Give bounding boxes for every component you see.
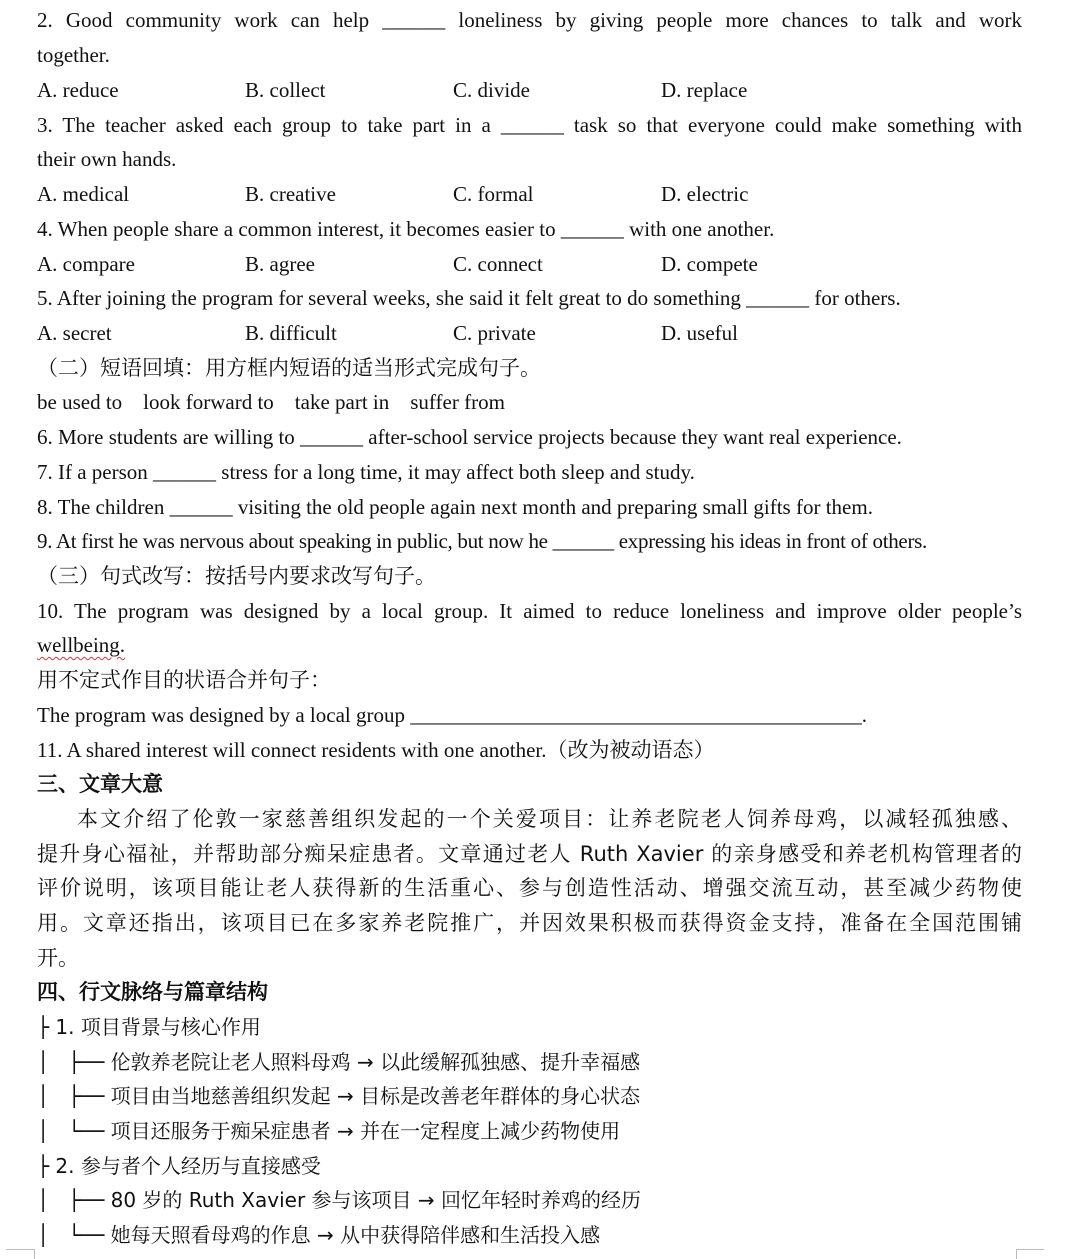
question-2-line-2: together. bbox=[37, 43, 110, 67]
summary-heading: 三、文章大意 bbox=[37, 772, 163, 796]
option-c: C. connect bbox=[453, 252, 543, 276]
question-9: 9. At first he was nervous about speaking in public, but now he ______ expressing his ideas in front of others. bbox=[37, 529, 927, 553]
option-b: B. creative bbox=[245, 182, 336, 206]
phrase-box: be used to look forward to take part in suffer from bbox=[37, 390, 505, 414]
option-a: A. secret bbox=[37, 321, 112, 345]
option-c: C. formal bbox=[453, 182, 534, 206]
option-c: C. divide bbox=[453, 78, 530, 102]
option-a: A. medical bbox=[37, 182, 130, 206]
structure-item-2: ├ 2. 参与者个人经历与直接感受 bbox=[37, 1154, 321, 1178]
option-d: D. compete bbox=[661, 252, 758, 276]
question-6: 6. More students are willing to ______ after-school service projects because they want real experience. bbox=[37, 425, 902, 449]
question-3-line-1: 3. The teacher asked each group to take part in a ______ task so that everyone could make something with bbox=[37, 113, 1022, 137]
structure-heading: 四、行文脉络与篇章结构 bbox=[37, 980, 268, 1004]
summary-line-1: 本文介绍了伦敦一家慈善组织发起的一个关爱项目：让养老院老人饲养母鸡，以减轻孤独感、 bbox=[77, 807, 1022, 831]
page-corner-mark-right bbox=[1016, 1249, 1044, 1250]
question-2-line-1: 2. Good community work can help ______ loneliness by giving people more chances to talk and work bbox=[37, 8, 1022, 32]
page-corner-mark-left-vertical bbox=[34, 1249, 35, 1259]
question-7: 7. If a person ______ stress for a long time, it may affect both sleep and study. bbox=[37, 460, 695, 484]
summary-line-5: 开。 bbox=[37, 946, 79, 970]
question-11: 11. A shared interest will connect residents with one another.（改为被动语态） bbox=[37, 738, 715, 762]
structure-subitem-2-2: │ └── 她每天照看母鸡的作息 → 从中获得陪伴感和生活投入感 bbox=[37, 1223, 601, 1247]
question-10-line-2 bbox=[37, 632, 1022, 658]
summary-line-4: 用。文章还指出，该项目已在多家养老院推广，并因效果积极而获得资金支持，准备在全国范围铺 bbox=[37, 911, 1022, 935]
structure-subitem-2-1: │ ├── 80 岁的 Ruth Xavier 参与该项目 → 回忆年轻时养鸡的经历 bbox=[37, 1188, 642, 1212]
question-5-line-1: 5. After joining the program for several weeks, she said it felt great to do something ______ for others. bbox=[37, 286, 901, 310]
structure-subitem-1-2: │ ├── 项目由当地慈善组织发起 → 目标是改善老年群体的身心状态 bbox=[37, 1084, 641, 1108]
section-3-heading: （三）句式改写：按括号内要求改写句子。 bbox=[37, 564, 436, 588]
question-8: 8. The children ______ visiting the old people again next month and preparing small gifts for them. bbox=[37, 495, 873, 519]
page-corner-mark-right-vertical bbox=[1016, 1249, 1017, 1259]
question-3-options bbox=[37, 181, 1022, 207]
question-10-answer-line: The program was designed by a local group ___________________________________________. bbox=[37, 703, 867, 727]
option-c: C. private bbox=[453, 321, 536, 345]
page-corner-mark-left bbox=[6, 1249, 34, 1250]
spellcheck-word: wellbeing. bbox=[37, 633, 126, 657]
option-b: B. collect bbox=[245, 78, 326, 102]
question-4-options bbox=[37, 251, 1022, 277]
summary-line-3: 评价说明，该项目能让老人获得新的生活重心、参与创造性活动、增强交流互动，甚至减少药物使 bbox=[37, 876, 1022, 900]
option-d: D. replace bbox=[661, 78, 748, 102]
option-a: A. compare bbox=[37, 252, 135, 276]
question-5-options bbox=[37, 320, 1022, 346]
option-b: B. difficult bbox=[245, 321, 337, 345]
option-b: B. agree bbox=[245, 252, 315, 276]
question-10-line-1: 10. The program was designed by a local group. It aimed to reduce loneliness and improve older people’s bbox=[37, 599, 1022, 623]
option-a: A. reduce bbox=[37, 78, 119, 102]
question-2-options bbox=[37, 77, 1022, 103]
section-2-heading: （二）短语回填：用方框内短语的适当形式完成句子。 bbox=[37, 356, 541, 380]
option-d: D. useful bbox=[661, 321, 738, 345]
structure-subitem-1-1: │ ├── 伦敦养老院让老人照料母鸡 → 以此缓解孤独感、提升幸福感 bbox=[37, 1050, 641, 1074]
question-3-line-2: their own hands. bbox=[37, 147, 177, 171]
question-4-line-1: 4. When people share a common interest, it becomes easier to ______ with one another. bbox=[37, 217, 775, 241]
option-d: D. electric bbox=[661, 182, 749, 206]
question-10-instruction: 用不定式作目的状语合并句子： bbox=[37, 668, 331, 692]
structure-subitem-1-3: │ └── 项目还服务于痴呆症患者 → 并在一定程度上减少药物使用 bbox=[37, 1119, 621, 1143]
summary-line-2: 提升身心福祉，并帮助部分痴呆症患者。文章通过老人 Ruth Xavier 的亲身感受和养老机构管理者的 bbox=[37, 842, 1022, 866]
structure-item-1: ├ 1. 项目背景与核心作用 bbox=[37, 1015, 261, 1039]
